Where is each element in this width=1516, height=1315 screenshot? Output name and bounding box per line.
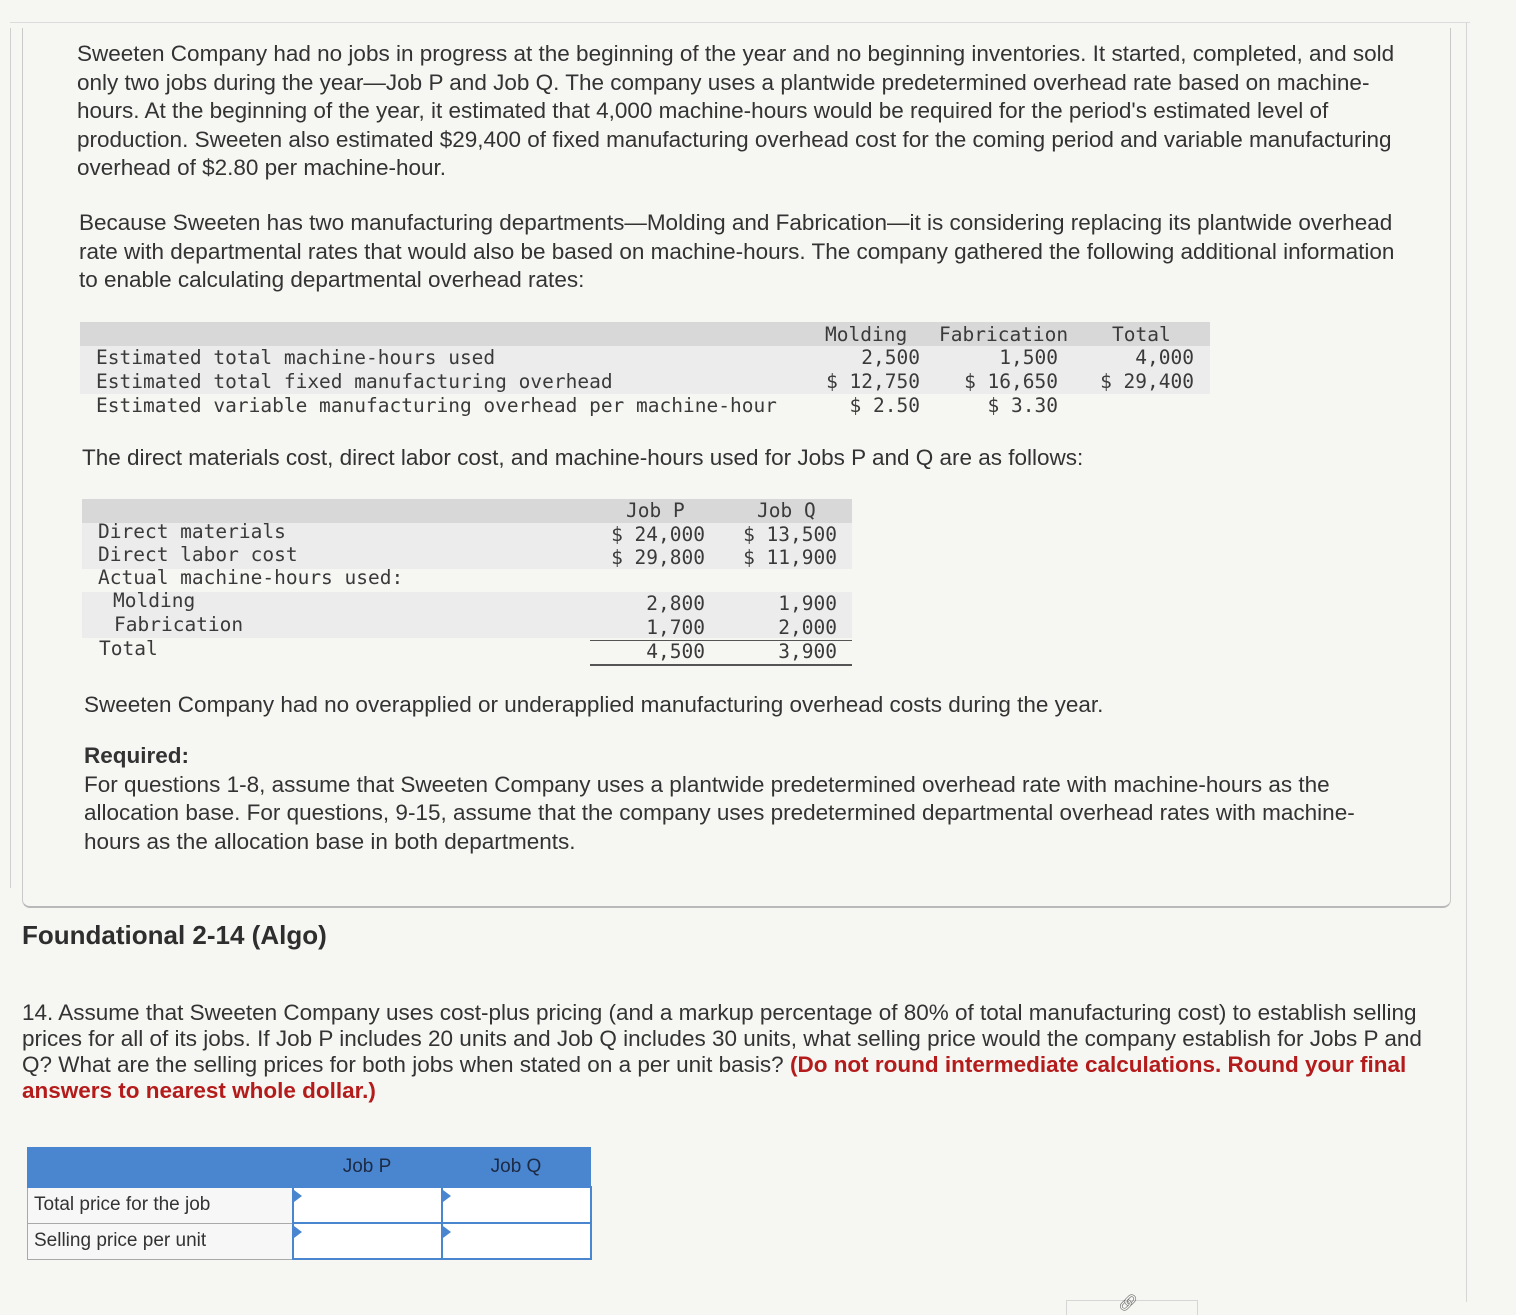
dept-cell: $ 2.50: [849, 394, 920, 417]
answer-header-row: [28, 1148, 591, 1188]
over-under-applied-note: Sweeten Company had no overapplied or underapplied manufacturing overhead costs during the year.: [84, 692, 1104, 717]
dept-header-fabrication: Fabrication: [939, 323, 1069, 346]
job-cell: 2,800: [646, 592, 705, 615]
answer-table: [27, 1147, 592, 1260]
answer-row-label: Selling price per unit: [28, 1223, 293, 1259]
dept-cell: $ 16,650: [964, 370, 1058, 393]
total-underline: [590, 664, 852, 666]
unit-price-job-p-cell: [293, 1223, 442, 1259]
left-rule: [10, 28, 11, 888]
answer-row-label: Total price for the job: [28, 1187, 293, 1223]
answer-row-total-price: [28, 1187, 591, 1223]
job-header-p: Job P: [626, 499, 685, 522]
total-price-job-p-input[interactable]: [295, 1190, 439, 1220]
input-marker-icon: [294, 1226, 302, 1238]
input-marker-icon: [294, 1190, 302, 1202]
answer-header-blank: [28, 1148, 293, 1188]
intro-paragraph-2: Because Sweeten has two manufacturing departments—Molding and Fabrication—it is considering replacing its plantwide overhead rate with departmental rates that would also be based on machine-hours. The company gathered the following additional information to enable calculating departmental overhead rates:: [79, 210, 1395, 292]
answer-row-unit-price: [28, 1223, 591, 1259]
required-text: For questions 1-8, assume that Sweeten Company uses a plantwide predetermined overhead rate with machine-hours as the allocation base. For questions, 9-15, assume that the company uses predetermined departmental overhead rates with machine-hours as the allocation base in both departments.: [84, 771, 1355, 854]
required-title: Required:: [84, 743, 190, 768]
job-row-label: Direct materials: [98, 520, 286, 543]
dept-row-label: Estimated total fixed manufacturing overhead: [96, 370, 613, 393]
dept-cell: 2,500: [861, 346, 920, 369]
input-marker-icon: [443, 1190, 451, 1202]
answer-header-job-q: Job Q: [442, 1148, 591, 1188]
dept-header-molding: Molding: [825, 323, 908, 346]
job-cell: 1,900: [778, 592, 837, 615]
question-instruction: (Do not round intermediate calculations. Round your final answers to nearest whole dollar.): [22, 1052, 1407, 1103]
right-rule: [1466, 22, 1467, 1302]
dept-cell: $ 3.30: [987, 394, 1058, 417]
input-marker-icon: [443, 1226, 451, 1238]
question-14: [22, 1000, 1442, 1104]
job-header-q: Job Q: [757, 499, 816, 522]
dept-cell: $ 12,750: [826, 370, 920, 393]
top-rule: [10, 22, 1470, 23]
unit-price-job-q-input[interactable]: [444, 1226, 588, 1256]
required-section: [84, 742, 1404, 856]
job-cell: 4,500: [646, 640, 705, 663]
job-cell: 2,000: [778, 616, 837, 639]
intro-paragraph-1: Sweeten Company had no jobs in progress at the beginning of the year and no beginning inventories. It started, completed, and sold only two jobs during the year—Job P and Job Q. The company uses a plantwide predetermined overhead rate based on machine-hours. At the beginning of the year, it estimated that 4,000 machine-hours would be required for the period's estimated level of production. Sweeten also estimated $29,400 of fixed manufacturing overhead cost for the coming period and variable manufacturing overhead of $2.80 per machine-hour.: [77, 41, 1395, 180]
dept-cell: $ 29,400: [1100, 370, 1194, 393]
job-row-label: Fabrication: [114, 613, 244, 636]
question-text: 14. Assume that Sweeten Company uses cost-plus pricing (and a markup percentage of 80% of total manufacturing cost) to establish selling prices for all of its jobs. If Job P includes 20 units and Job Q includes 30 units, what selling price would the company establish for Jobs P and Q? What are the selling prices for both jobs when stated on a per unit basis?: [22, 1000, 1422, 1077]
unit-price-job-q-cell: [442, 1223, 591, 1259]
job-row-label: Direct labor cost: [98, 543, 298, 566]
dept-row-label: Estimated variable manufacturing overhead per machine-hour: [96, 394, 777, 417]
total-price-job-q-input[interactable]: [444, 1190, 588, 1220]
total-price-job-q-cell: [442, 1187, 591, 1223]
job-cell: $ 24,000: [611, 523, 705, 546]
dept-cell: 4,000: [1135, 346, 1194, 369]
job-cell: 3,900: [778, 640, 837, 663]
job-cell: $ 29,800: [611, 546, 705, 569]
section-title: Foundational 2-14 (Algo): [22, 920, 327, 950]
dept-header-total: Total: [1112, 323, 1171, 346]
job-cell: $ 11,900: [743, 546, 837, 569]
link-icon[interactable]: 🔗︎: [1118, 1295, 1139, 1312]
unit-price-job-p-input[interactable]: [295, 1226, 439, 1256]
job-row-label: Molding: [113, 589, 196, 612]
total-price-job-p-cell: [293, 1187, 442, 1223]
job-cell: $ 13,500: [743, 523, 837, 546]
dept-row-label: Estimated total machine-hours used: [96, 346, 496, 369]
answer-header-job-p: Job P: [293, 1148, 442, 1188]
job-data-intro: The direct materials cost, direct labor cost, and machine-hours used for Jobs P and Q are as follows:: [82, 445, 1084, 470]
dept-cell: 1,500: [999, 346, 1058, 369]
job-row-label: Total: [99, 637, 158, 660]
job-row-label: Actual machine-hours used:: [98, 566, 404, 589]
job-cell: 1,700: [646, 616, 705, 639]
